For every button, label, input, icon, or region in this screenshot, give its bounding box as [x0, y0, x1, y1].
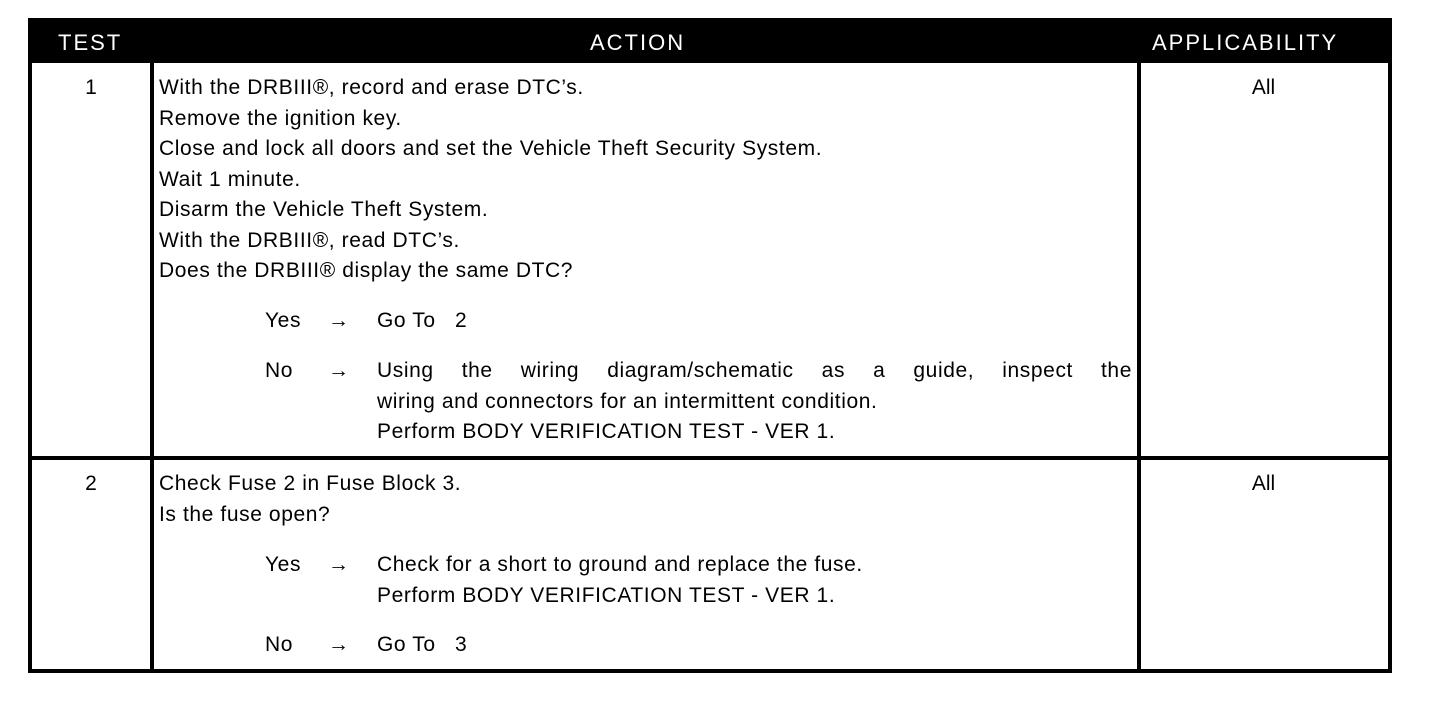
- action-step: Close and lock all doors and set the Vehicle Theft Security System.: [159, 137, 823, 160]
- result-line: Perform BODY VERIFICATION TEST - VER 1.: [377, 583, 836, 607]
- yes-label: Yes: [265, 309, 302, 332]
- result-line: Perform BODY VERIFICATION TEST - VER 1.: [377, 420, 836, 443]
- column-divider: [150, 63, 154, 669]
- action-step: With the DRBIII®, read DTC’s.: [159, 228, 460, 252]
- column-divider: [1137, 63, 1141, 669]
- action-step: Check Fuse 2 in Fuse Block 3.: [159, 472, 462, 495]
- header-action: ACTION: [590, 30, 686, 55]
- result-line: Go To 2: [377, 309, 468, 332]
- test-number: 1: [85, 76, 97, 99]
- test-number: 2: [85, 472, 97, 495]
- header-test: TEST: [58, 30, 123, 55]
- action-step: Is the fuse open?: [159, 502, 331, 526]
- arrow-right-icon: →: [328, 633, 350, 656]
- action-steps: [159, 469, 461, 530]
- action-step: With the DRBIII®, record and erase DTC’s.: [159, 76, 584, 99]
- no-label: No: [265, 633, 294, 656]
- arrow-right-icon: →: [328, 553, 350, 576]
- yes-result: [377, 550, 1132, 611]
- no-result: [377, 356, 1132, 448]
- yes-result: [377, 306, 1132, 337]
- header-applicability: APPLICABILITY: [1152, 30, 1339, 55]
- action-step: Remove the ignition key.: [159, 106, 402, 130]
- yes-label: Yes: [265, 553, 302, 576]
- action-steps: [159, 73, 822, 287]
- action-step: Does the DRBIII® display the same DTC?: [159, 259, 574, 282]
- action-step: Wait 1 minute.: [159, 167, 301, 191]
- applicability-value: All: [1251, 472, 1276, 495]
- result-line: Using the wiring diagram/schematic as a guide, inspect the: [377, 359, 1132, 382]
- result-line: wiring and connectors for an intermittent condition.: [377, 389, 878, 413]
- action-step: Disarm the Vehicle Theft System.: [159, 198, 489, 221]
- no-label: No: [265, 359, 294, 382]
- table-header: [32, 22, 1388, 63]
- result-line: Go To 3: [377, 633, 468, 656]
- arrow-right-icon: →: [328, 359, 350, 382]
- applicability-value: All: [1251, 76, 1276, 99]
- no-result: [377, 630, 1132, 661]
- diagnostic-test-table: [28, 18, 1392, 673]
- arrow-right-icon: →: [328, 309, 350, 332]
- row-divider: [32, 456, 1388, 460]
- result-line: Check for a short to ground and replace the fuse.: [377, 553, 863, 576]
